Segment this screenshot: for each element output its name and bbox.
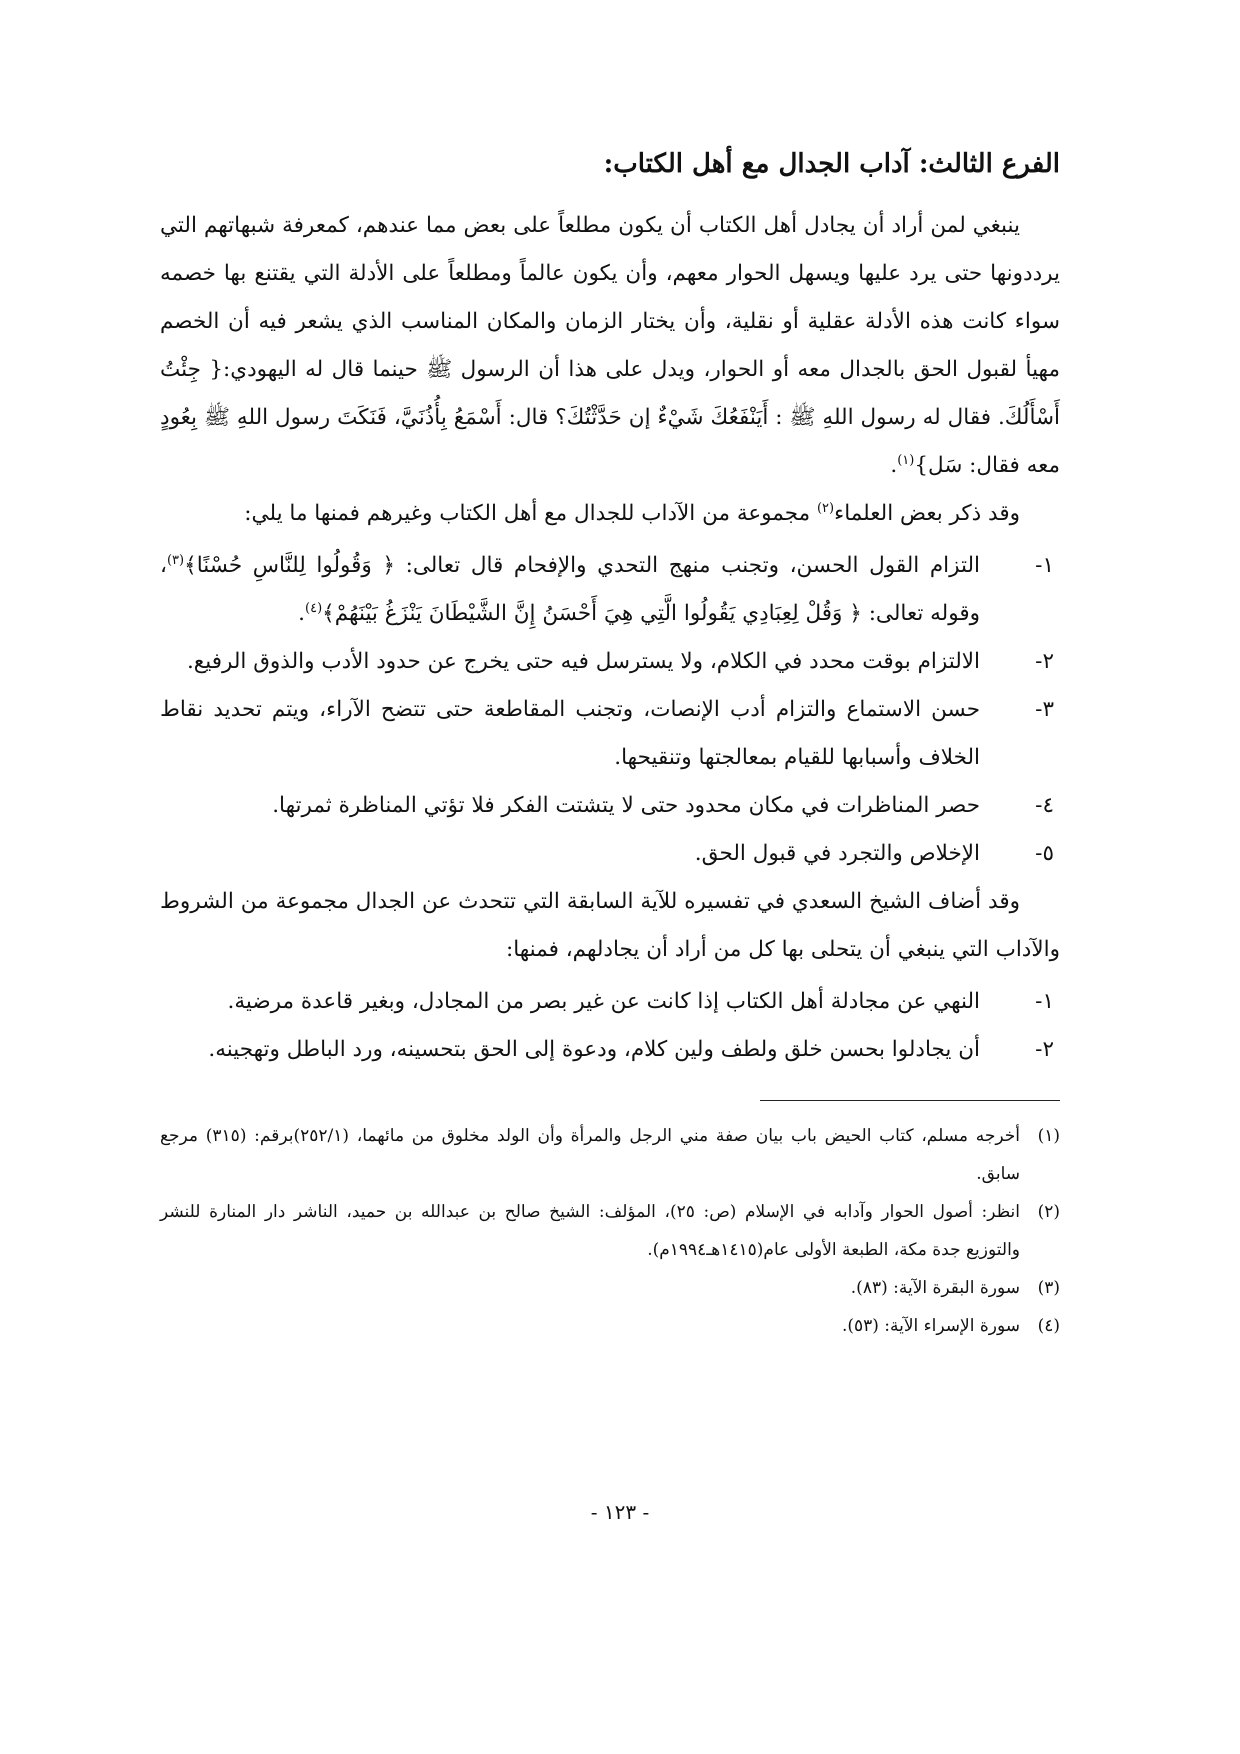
page-number: - ١٢٣ - xyxy=(590,1500,650,1524)
footnote-text: سورة الإسراء الآية: (٥٣). xyxy=(841,1316,1020,1336)
etiquette-list xyxy=(160,542,1060,878)
section-heading xyxy=(160,140,1060,188)
footnote-text: أخرجه مسلم، كتاب الحيض باب بيان صفة مني الرجل والمرأة وأن الولد مخلوق من مائهما، (٢٥٢/١)برقم: (٣١٥) مرجع سابق. xyxy=(160,1126,1020,1184)
footnote-divider xyxy=(760,1100,1060,1101)
scholars-text-b: مجموعة من الآداب للجدال مع أهل الكتاب وغيرهم فمنها ما يلي: xyxy=(244,501,817,526)
list-item-text-c: . xyxy=(298,601,305,626)
list-item-number: ١- xyxy=(1035,553,1054,578)
list-item xyxy=(160,1026,1060,1074)
list-item-number: ٢- xyxy=(1035,649,1054,674)
footnote-number: (٢) xyxy=(1037,1202,1060,1222)
list-item-text: حصر المناظرات في مكان محدود حتى لا يتشتت الفكر فلا تؤتي المناظرة ثمرتها. xyxy=(272,793,980,818)
list-item-text-b: ، وقوله تعالى: ﴿ وَقُلْ لِعِبَادِي يَقُولُوا الَّتِي هِيَ أَحْسَنُ إِنَّ الشَّيْطَانَ يَنْزَغُ بَيْنَهُمْ﴾ xyxy=(160,553,980,626)
list-item-text: أن يجادلوا بحسن خلق ولطف ولين كلام، ودعوة إلى الحق بتحسينه، ورد الباطل وتهجينه. xyxy=(208,1037,980,1062)
list-item-text xyxy=(160,542,980,638)
list-item-number: ٥- xyxy=(1035,841,1054,866)
footnote xyxy=(160,1117,1060,1193)
intro-paragraph xyxy=(160,202,1060,490)
list-item-text: الإخلاص والتجرد في قبول الحق. xyxy=(694,841,980,866)
scholars-paragraph xyxy=(160,490,1060,538)
list-item xyxy=(160,782,1060,830)
footnote-number: (٤) xyxy=(1037,1316,1060,1336)
list-item-number: ٣- xyxy=(1035,697,1054,722)
list-item xyxy=(160,686,1060,782)
saadi-paragraph: وقد أضاف الشيخ السعدي في تفسيره للآية السابقة التي تتحدث عن الجدال مجموعة من الشروط والآداب التي ينبغي أن يتحلى بها كل من أراد أن يجادلهم، فمنها: xyxy=(160,889,1060,962)
scholars-text-a: وقد ذكر بعض العلماء xyxy=(834,501,1020,526)
footnote-text: سورة البقرة الآية: (٨٣). xyxy=(850,1278,1020,1298)
intro-text: ينبغي لمن أراد أن يجادل أهل الكتاب أن يكون مطلعاً على بعض مما عندهم، كمعرفة شبهاتهم التي يرددونها حتى يرد عليها ويسهل الحوار معهم، وأن يكون عالماً ومطلعاً على الأدلة التي يقتنع بها خصمه سواء كانت هذه الأدلة عقلية أو نقلية، وأن يختار الزمان والمكان المناسب الذي يشعر فيه أن الخصم مهيأ لقبول الحق بالجدال معه أو الحوار، ويدل على هذا أن الرسول ﷺ حينما قال له اليهودي:{ جِئْتُ أَسْأَلُكَ. فقال له رسول اللهِ ﷺ : أَيَنْفَعُكَ شَيْءٌ إن حَدَّثْتُكَ؟ قال: أَسْمَعُ بِأُذُنَيَّ، فَنَكَتَ رسول اللهِ ﷺ بِعُودٍ معه فقال: سَل} xyxy=(160,213,1060,478)
list-item xyxy=(160,830,1060,878)
footnote xyxy=(160,1269,1060,1307)
list-item-number: ١- xyxy=(1035,989,1054,1014)
section-label: الفرع الثالث: xyxy=(918,149,1060,179)
footnote-text: انظر: أصول الحوار وآدابه في الإسلام (ص: ٢٥)، المؤلف: الشيخ صالح بن عبدالله بن حميد، الناشر دار المنارة للنشر والتوزيع جدة مكة، الطبعة الأولى عام(١٤١٥هـ١٩٩٤م). xyxy=(160,1202,1020,1260)
list-item-text-a: التزام القول الحسن، وتجنب منهج التحدي والإفحام قال تعالى: ﴿ وَقُولُوا لِلنَّاسِ حُسْنًا﴾ xyxy=(184,553,980,578)
footnote-ref-2[interactable]: (٢) xyxy=(816,500,835,516)
list-item xyxy=(160,978,1060,1026)
list-item-number: ٢- xyxy=(1035,1037,1054,1062)
footnote xyxy=(160,1193,1060,1269)
list-item-text: الالتزام بوقت محدد في الكلام، ولا يسترسل فيه حتى يخرج عن حدود الأدب والذوق الرفيع. xyxy=(186,649,980,674)
list-item xyxy=(160,638,1060,686)
intro-end: . xyxy=(890,453,898,478)
footnote-number: (١) xyxy=(1037,1126,1060,1146)
list-item-text: النهي عن مجادلة أهل الكتاب إذا كانت عن غير بصر من المجادل، وبغير قاعدة مرضية. xyxy=(227,989,980,1014)
page-body xyxy=(160,140,1060,1345)
list-item-text: حسن الاستماع والتزام أدب الإنصات، وتجنب المقاطعة حتى تتضح الآراء، ويتم تحديد نقاط الخلاف وأسبابها للقيام بمعالجتها وتنقيحها. xyxy=(160,697,980,770)
footnote xyxy=(160,1307,1060,1345)
footnote-ref-4[interactable]: (٤) xyxy=(305,600,323,616)
saadi-conditions-list xyxy=(160,978,1060,1074)
list-item xyxy=(160,542,1060,638)
list-item-number: ٤- xyxy=(1035,793,1054,818)
footnotes-list xyxy=(160,1117,1060,1345)
section-title: آداب الجدال مع أهل الكتاب: xyxy=(603,149,910,179)
footnote-ref-1[interactable]: (١) xyxy=(897,452,915,468)
footnote-number: (٣) xyxy=(1037,1278,1060,1298)
footnote-ref-3[interactable]: (٣) xyxy=(166,552,185,568)
